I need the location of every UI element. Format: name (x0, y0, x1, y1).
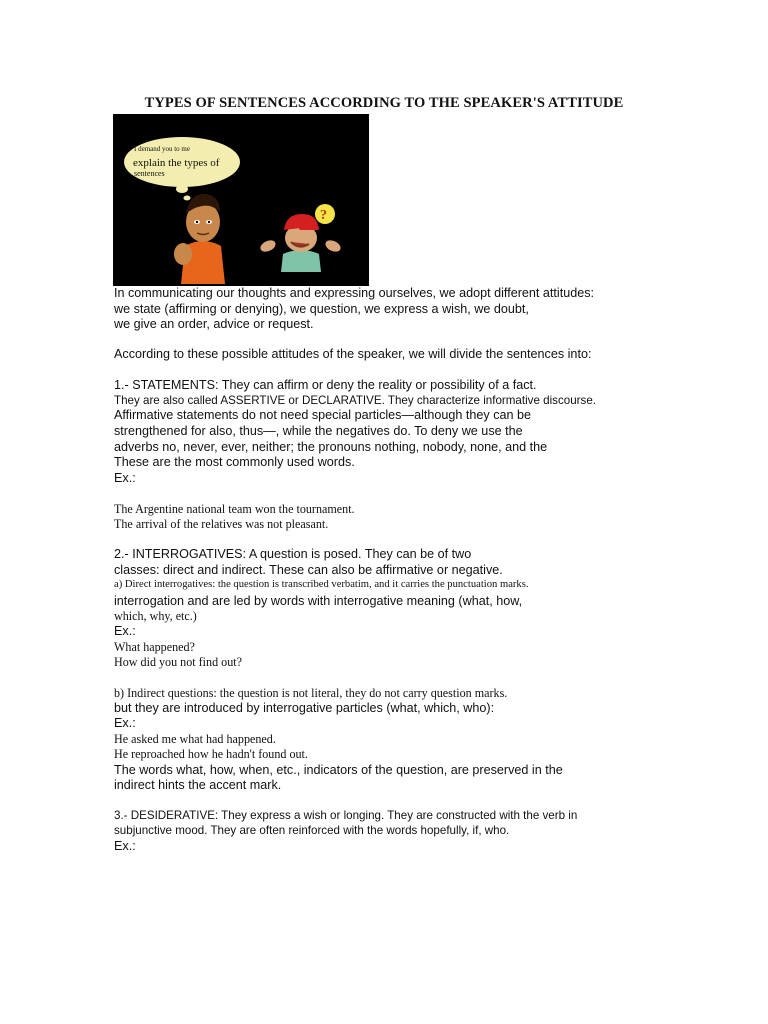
text-line: but they are introduced by interrogative particles (what, which, who): (114, 701, 495, 715)
bubble-text-2: explain the types of (133, 157, 220, 169)
text-line: They are also called ASSERTIVE or DECLARATIVE. They characterize informative discourse. (114, 394, 596, 407)
text-line: In communicating our thoughts and expressing ourselves, we adopt different attitudes: (114, 286, 595, 300)
text-line: Affirmative statements do not need special particles—although they can be (114, 408, 532, 422)
text-line: He asked me what had happened. (114, 732, 276, 746)
text-line: subjunctive mood. They are often reinforced with the words hopefully, if, who. (114, 824, 510, 837)
text-line: 3.- DESIDERATIVE: They express a wish or longing. They are constructed with the verb in (114, 809, 578, 822)
text-line: classes: direct and indirect. These can also be affirmative or negative. (114, 563, 503, 577)
text-line: How did you not find out? (114, 655, 242, 669)
cartoon-illustration (113, 114, 369, 286)
text-line: The Argentine national team won the tournament. (114, 502, 355, 516)
question-mark-icon: ? (320, 208, 327, 223)
text-line: indirect hints the accent mark. (114, 778, 282, 792)
text-line: What happened? (114, 640, 195, 654)
text-line: The words what, how, when, etc., indicators of the question, are preserved in the (114, 763, 563, 777)
text-line: strengthened for also, thus—, while the negatives do. To deny we use the (114, 424, 523, 438)
cartoon-svg (113, 114, 369, 286)
boy-orange-shirt (174, 194, 225, 284)
text-line: According to these possible attitudes of the speaker, we will divide the sentences into: (114, 347, 592, 361)
text-line: which, why, etc.) (114, 609, 197, 623)
text-line: interrogation and are led by words with interrogative meaning (what, how, (114, 594, 523, 608)
text-line: adverbs no, never, ever, neither; the pronouns nothing, nobody, none, and the (114, 440, 548, 454)
text-line: a) Direct interrogatives: the question is transcribed verbatim, and it carries the punctuation marks. (114, 579, 529, 590)
text-line: Ex.: (114, 471, 136, 485)
thought-dot-large (176, 185, 188, 193)
text-line: Ex.: (114, 839, 136, 853)
text-line: we state (affirming or denying), we question, we express a wish, we doubt, (114, 302, 529, 316)
text-line: The arrival of the relatives was not pleasant. (114, 517, 329, 531)
text-line: b) Indirect questions: the question is not literal, they do not carry question marks. (114, 686, 508, 700)
document-title: TYPES OF SENTENCES ACCORDING TO THE SPEAKER'S ATTITUDE (144, 95, 624, 111)
text-line: He reproached how he hadn't found out. (114, 747, 308, 761)
bubble-text-1: I demand you to me (134, 145, 190, 153)
text-line: 2.- INTERROGATIVES: A question is posed. They can be of two (114, 547, 472, 561)
text-line: These are the most commonly used words. (114, 455, 355, 469)
bubble-text-3: sentences (134, 169, 165, 178)
thought-dot-small (184, 196, 191, 201)
text-line: Ex.: (114, 624, 136, 638)
text-line: 1.- STATEMENTS: They can affirm or deny the reality or possibility of a fact. (114, 378, 537, 392)
text-line: we give an order, advice or request. (114, 317, 314, 331)
text-line: Ex.: (114, 716, 136, 730)
